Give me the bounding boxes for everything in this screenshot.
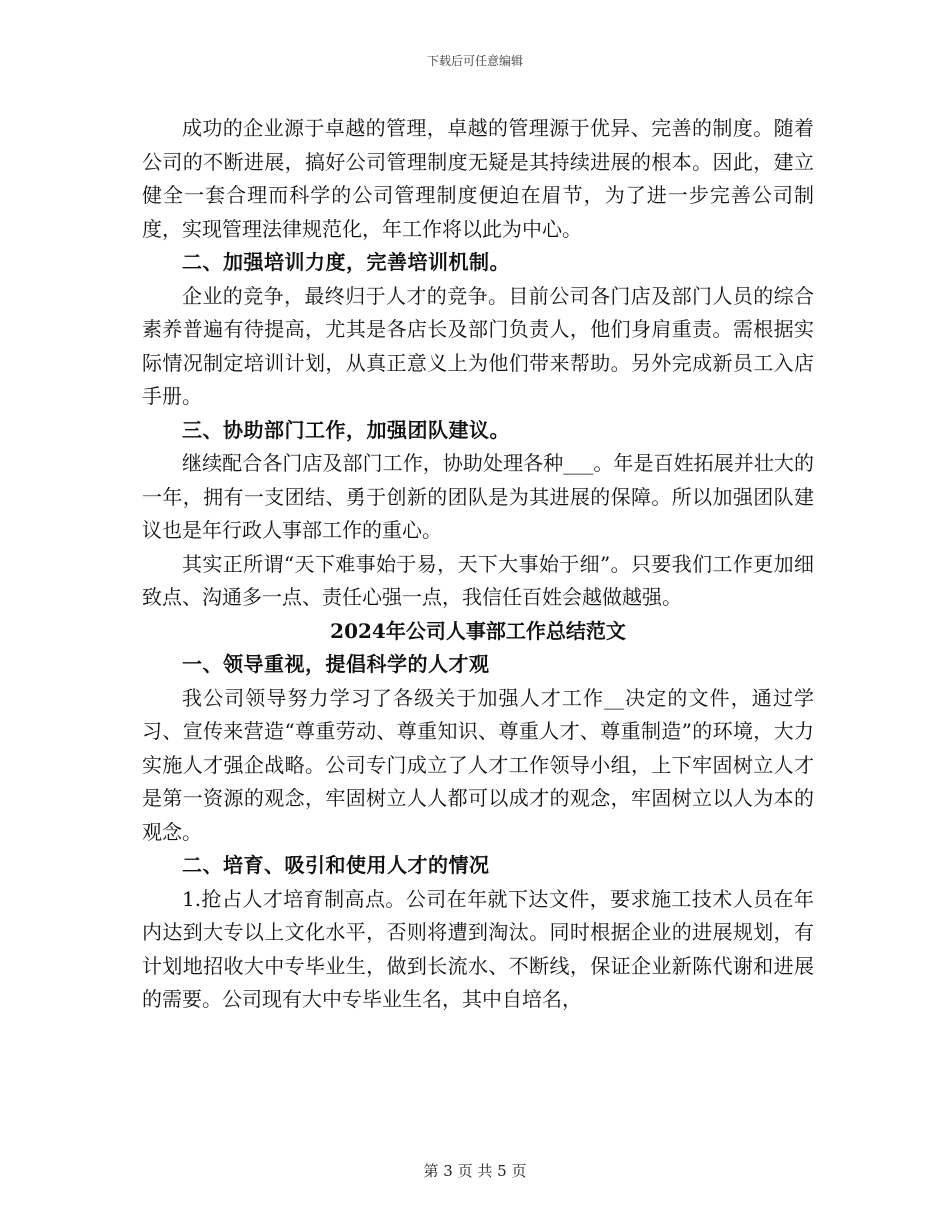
section-heading-training: 二、加强培训力度，完善培训机制。	[182, 250, 510, 274]
paragraph-training: 企业的竞争，最终归于人才的竞争。目前公司各门店及部门人员的综合素养普遍有待提高，尤其是各店长及部门负责人，他们身肩重责。需根据实际情况制定培训计划，从真正意义上为他们带来帮助。另外完成新员工入店手册。	[142, 283, 814, 408]
document-body	[142, 112, 814, 1017]
paragraph-closing: 其实正所谓“天下难事始于易，天下大事始于细”。只要我们工作更加细致点、沟通多一点、责任心强一点，我信任百姓会越做越强。	[142, 551, 814, 609]
section-heading-talent: 二、培育、吸引和使用人才的情况	[182, 853, 490, 877]
section-heading-leadership: 一、领导重视，提倡科学的人才观	[182, 652, 490, 676]
section-heading-team: 三、协助部门工作，加强团队建议。	[182, 417, 510, 442]
header-note: 下载后可任意编辑	[426, 54, 523, 68]
page-number: 第 3 页 共 5 页	[423, 1162, 527, 1180]
paragraph-leadership: 我公司领导努力学习了各级关于加强人才工作__决定的文件，通过学习、宣传来营造“尊重劳动、尊重知识、尊重人才、尊重制造”的环境，大力实施人才强企战略。公司专门成立了人才工作领导小组，上下牢固树立人才是第一资源的观念，牢固树立人人都可以成才的观念，牢固树立以人为本的观念。	[142, 685, 814, 844]
paragraph-talent: 1.抢占人才培育制高点。公司在年就下达文件，要求施工技术人员在年内达到大专以上文化水平，否则将遭到淘汰。同时根据企业的进展规划，有计划地招收大中专毕业生，做到长流水、不断线，保证企业新陈代谢和进展的需要。公司现有大中专毕业生名，其中自培名，	[142, 886, 814, 1011]
paragraph-team: 继续配合各门店及部门工作，协助处理各种___。年是百姓拓展并壮大的一年，拥有一支团结、勇于创新的团队是为其进展的保障。所以加强团队建议也是年行政人事部工作的重心。	[142, 451, 814, 542]
paragraph-intro: 成功的企业源于卓越的管理，卓越的管理源于优异、完善的制度。随着公司的不断进展，搞好公司管理制度无疑是其持续进展的根本。因此，建立健全一套合理而科学的公司管理制度便迫在眉节，为了进一步完善公司制度，实现管理法律规范化，年工作将以此为中心。	[142, 116, 814, 241]
document-title: 2024年公司人事部工作总结范文	[330, 618, 626, 643]
